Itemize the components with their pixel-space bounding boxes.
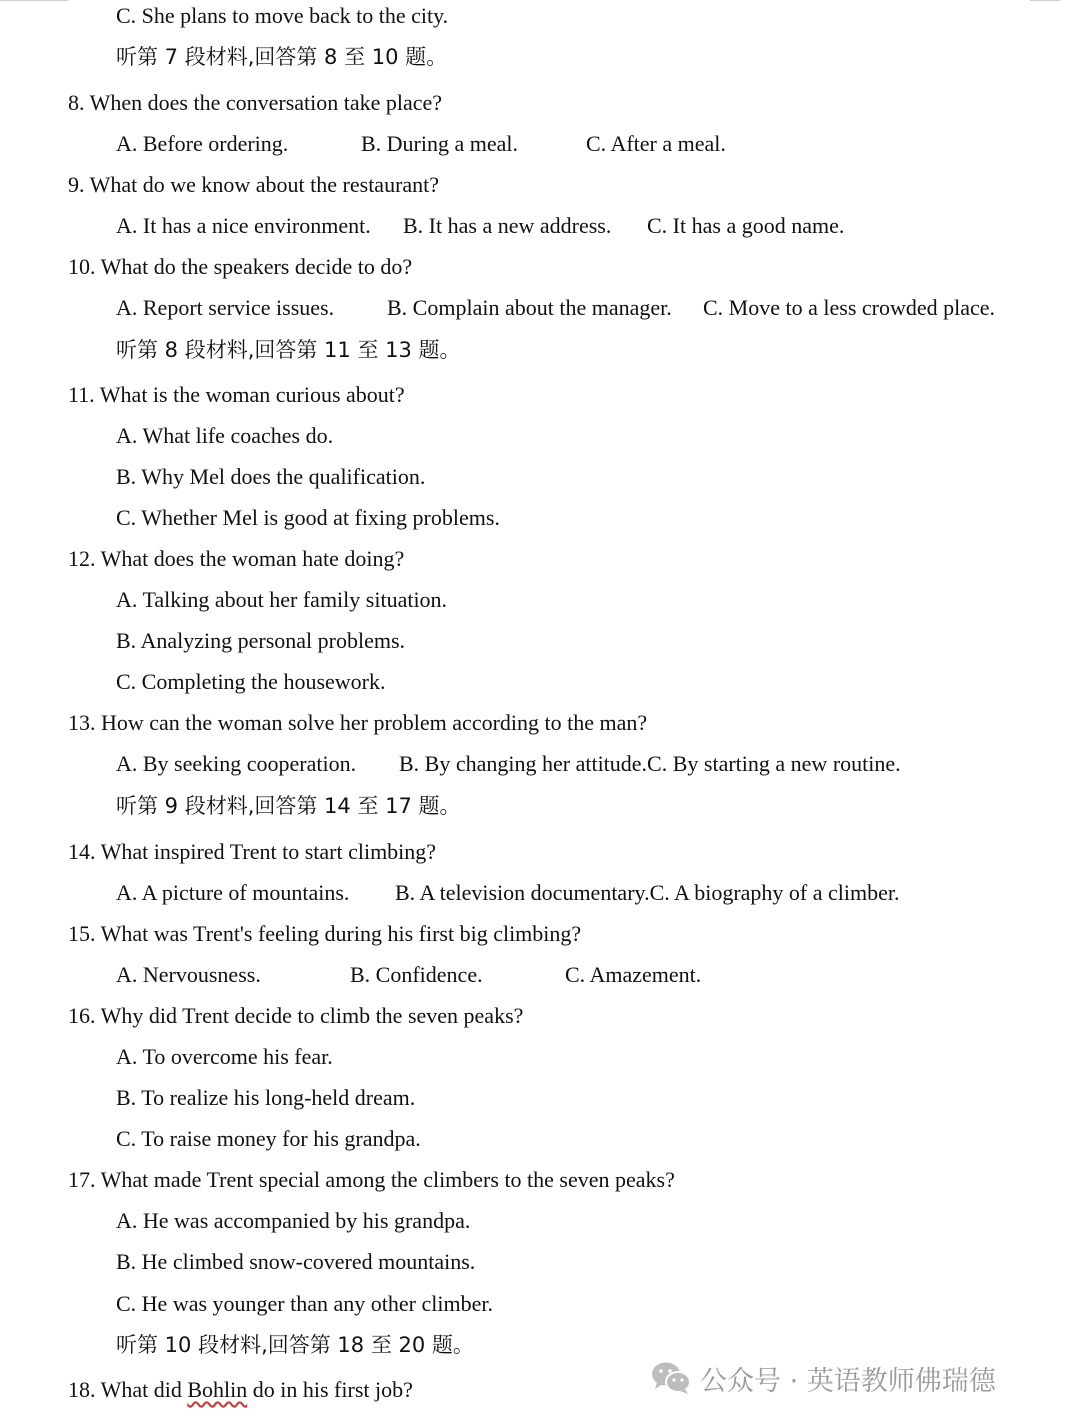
option-b: B. Complain about the manager. — [387, 295, 672, 320]
watermark — [650, 1358, 996, 1398]
wechat-icon — [650, 1360, 692, 1396]
question-12-option-b: B. Analyzing personal problems. — [116, 628, 406, 653]
question-11-option-c: C. Whether Mel is good at fixing problems. — [116, 505, 500, 530]
question-11-option-b: B. Why Mel does the qualification. — [116, 464, 426, 489]
question-15: 15. What was Trent's feeling during his first big climbing? — [68, 921, 582, 946]
question-9-options — [116, 211, 844, 241]
section-heading-8: 听第 8 段材料,回答第 11 至 13 题。 — [116, 338, 461, 362]
question-18-prefix: 18. What did — [68, 1377, 188, 1402]
option-a: A. By seeking cooperation. — [116, 751, 357, 776]
option-a: A. It has a nice environment. — [116, 213, 371, 238]
question-10-options — [116, 293, 995, 323]
option-b: B. It has a new address. — [403, 213, 612, 238]
option-b-c: B. By changing her attitude.C. By starting a new routine. — [399, 751, 901, 776]
question-16: 16. Why did Trent decide to climb the seven peaks? — [68, 1003, 524, 1028]
question-11-option-a: A. What life coaches do. — [116, 423, 334, 448]
question-12: 12. What does the woman hate doing? — [68, 546, 405, 571]
question-16-option-c: C. To raise money for his grandpa. — [116, 1126, 421, 1151]
section-heading-10: 听第 10 段材料,回答第 18 至 20 题。 — [116, 1333, 474, 1357]
option-a: A. Before ordering. — [116, 131, 289, 156]
question-17-option-a: A. He was accompanied by his grandpa. — [116, 1208, 471, 1233]
question-18 — [68, 1375, 413, 1405]
watermark-text: 公众号 · 英语教师佛瑞德 — [700, 1365, 996, 1397]
question-14: 14. What inspired Trent to start climbing? — [68, 839, 437, 864]
question-10: 10. What do the speakers decide to do? — [68, 254, 413, 279]
option-b: B. Confidence. — [350, 962, 483, 987]
option-c: C. Move to a less crowded place. — [703, 295, 996, 320]
question-12-option-a: A. Talking about her family situation. — [116, 587, 448, 612]
question-9: 9. What do we know about the restaurant? — [68, 172, 440, 197]
question-15-options — [116, 960, 701, 990]
page-corner-left — [0, 0, 68, 1]
option-a: A. A picture of mountains. — [116, 880, 350, 905]
section-heading-7: 听第 7 段材料,回答第 8 至 10 题。 — [116, 45, 448, 69]
question-13-options — [116, 749, 901, 779]
question-11: 11. What is the woman curious about? — [68, 382, 405, 407]
question-14-options — [116, 878, 900, 908]
question-17: 17. What made Trent special among the climbers to the seven peaks? — [68, 1167, 675, 1192]
question-12-option-c: C. Completing the housework. — [116, 669, 386, 694]
question-8-options — [116, 129, 726, 159]
page-corner-right — [1030, 0, 1060, 1]
option-c: C. It has a good name. — [647, 213, 845, 238]
option-a: A. Report service issues. — [116, 295, 335, 320]
question-18-suffix: do in his first job? — [247, 1377, 413, 1402]
option-c: C. Amazement. — [565, 962, 702, 987]
question-16-option-b: B. To realize his long-held dream. — [116, 1085, 416, 1110]
question-17-option-c: C. He was younger than any other climber. — [116, 1291, 493, 1316]
option-c-prev: C. She plans to move back to the city. — [116, 3, 449, 28]
question-16-option-a: A. To overcome his fear. — [116, 1044, 333, 1069]
question-8: 8. When does the conversation take place? — [68, 90, 443, 115]
option-a: A. Nervousness. — [116, 962, 261, 987]
spellcheck-word: Bohlin — [187, 1377, 248, 1402]
question-13: 13. How can the woman solve her problem according to the man? — [68, 710, 648, 735]
option-c: C. After a meal. — [586, 131, 726, 156]
option-b-c: B. A television documentary.C. A biography of a climber. — [395, 880, 900, 905]
question-17-option-b: B. He climbed snow-covered mountains. — [116, 1249, 476, 1274]
section-heading-9: 听第 9 段材料,回答第 14 至 17 题。 — [116, 794, 461, 818]
option-b: B. During a meal. — [361, 131, 519, 156]
